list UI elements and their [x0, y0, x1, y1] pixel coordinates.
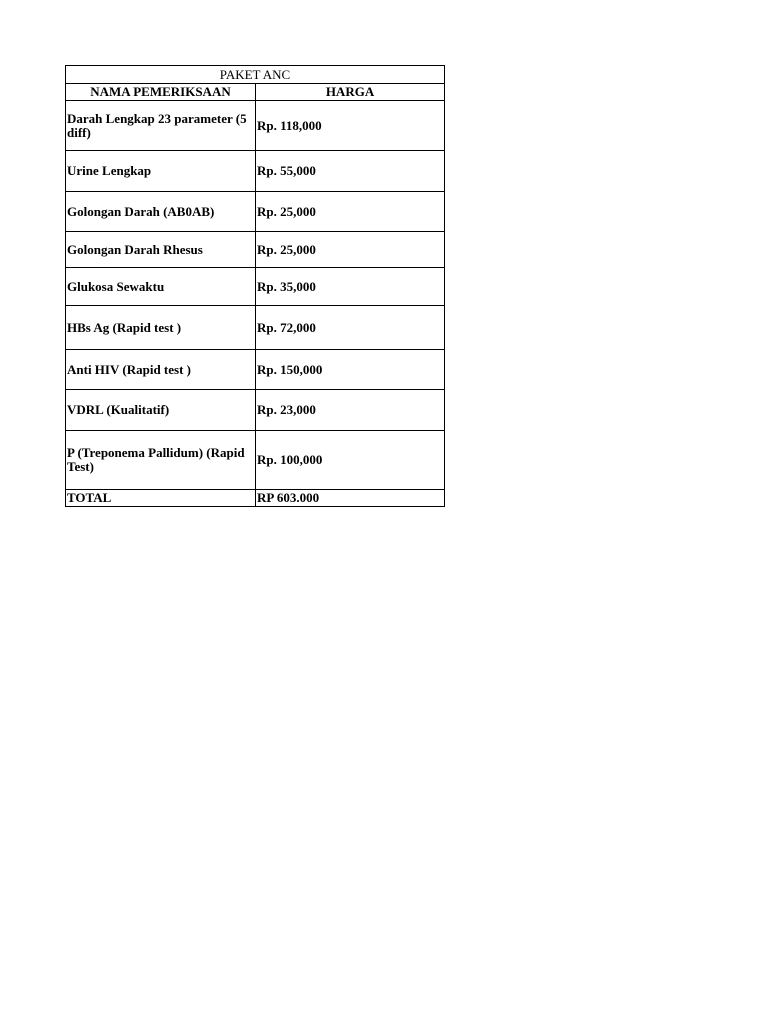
table-row	[66, 151, 445, 192]
table-row	[66, 390, 445, 431]
table-title: PAKET ANC	[66, 66, 445, 84]
exam-price: Rp. 72,000	[256, 306, 445, 350]
table-row	[66, 306, 445, 350]
exam-name: Urine Lengkap	[66, 151, 256, 192]
exam-price: Rp. 55,000	[256, 151, 445, 192]
exam-name: Darah Lengkap 23 parameter (5 diff)	[66, 101, 256, 151]
exam-name: HBs Ag (Rapid test )	[66, 306, 256, 350]
total-value: RP 603.000	[256, 490, 445, 507]
exam-name: P (Treponema Pallidum) (Rapid Test)	[66, 431, 256, 490]
table-header-row	[66, 84, 445, 101]
exam-name: Golongan Darah Rhesus	[66, 232, 256, 268]
table-row	[66, 192, 445, 232]
exam-price: Rp. 25,000	[256, 192, 445, 232]
paket-anc-table	[65, 65, 445, 507]
table-row	[66, 350, 445, 390]
exam-price: Rp. 35,000	[256, 268, 445, 306]
table-row	[66, 101, 445, 151]
exam-price: Rp. 118,000	[256, 101, 445, 151]
table-total-row	[66, 490, 445, 507]
exam-name: VDRL (Kualitatif)	[66, 390, 256, 431]
exam-price: Rp. 25,000	[256, 232, 445, 268]
table-title-row	[66, 66, 445, 84]
table-row	[66, 431, 445, 490]
column-header-price: HARGA	[256, 84, 445, 101]
column-header-name: NAMA PEMERIKSAAN	[66, 84, 256, 101]
exam-name: Anti HIV (Rapid test )	[66, 350, 256, 390]
total-label: TOTAL	[66, 490, 256, 507]
exam-name: Golongan Darah (AB0AB)	[66, 192, 256, 232]
exam-price: Rp. 100,000	[256, 431, 445, 490]
exam-name: Glukosa Sewaktu	[66, 268, 256, 306]
exam-price: Rp. 23,000	[256, 390, 445, 431]
table-row	[66, 232, 445, 268]
table-row	[66, 268, 445, 306]
exam-price: Rp. 150,000	[256, 350, 445, 390]
